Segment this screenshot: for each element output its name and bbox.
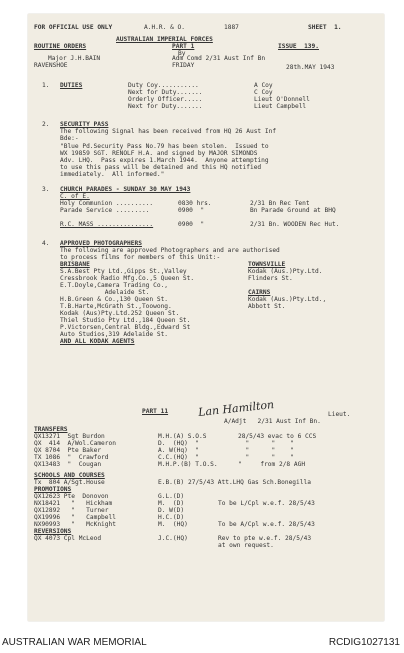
official-use-label: FOR OFFICIAL USE ONLY <box>34 24 113 31</box>
detail: " " " <box>238 447 294 454</box>
duty-name: Orderly Officer..... <box>128 96 203 103</box>
church-service: Parade Service ......... <box>60 207 150 214</box>
photographer-line: Adelaide St. <box>60 289 150 296</box>
photographer-line: Cressbrook Radio Mfg.Co.,5 Queen St. <box>60 275 195 282</box>
soldier: QX12623 Pte Donovon <box>34 493 109 500</box>
townsville-line: Flinders St. <box>248 275 293 282</box>
soldier: NX18421 " Hickham <box>34 500 113 507</box>
duties-title: DUTIES <box>60 82 83 89</box>
sheet-number: SHEET 1. <box>308 24 342 31</box>
security-line: to use this pass will be detained and this HQ notified <box>60 164 262 171</box>
photographer-line: Thiel Studio Pty Ltd.,184 Queen St. <box>60 317 191 324</box>
detail: 27/5/43 Att.LHQ Gas Sch.Bonegilla <box>188 479 311 486</box>
day-label: FRIDAY <box>172 62 195 69</box>
own-request: at own request. <box>218 542 274 549</box>
detail: " " " <box>238 454 294 461</box>
by-label: By <box>178 50 186 57</box>
commander-name: Major J.H.BAIN <box>48 55 101 62</box>
authority: E.B.(B) <box>158 479 185 486</box>
photo-intro: to process films for members of this Unit:- <box>60 254 221 261</box>
location-label: RAVENSHOE <box>34 62 68 69</box>
townsville-line: Kodak (Aus.)Pty.Ltd. <box>248 268 323 275</box>
church-place: Bn Parade Ground at BHQ <box>250 207 336 214</box>
part2-title: PART 11 <box>142 408 169 415</box>
rc-time: 0900 " <box>178 221 205 228</box>
authority: D. (HQ) " <box>158 440 199 447</box>
authority: A. W(Hq) " <box>158 447 199 454</box>
footer-source: AUSTRALIAN WAR MEMORIAL <box>2 637 147 648</box>
authority: C.C.(HQ) " <box>158 454 199 461</box>
soldier: QX13483 " Cougan <box>34 461 102 468</box>
duty-name: Next for Duty....... <box>128 89 203 96</box>
cairns-title: CAIRNS <box>248 289 271 296</box>
section-heading: SCHOOLS AND COURSES <box>34 472 105 479</box>
security-title: SECURITY PASS <box>60 121 109 128</box>
security-line: "Blue Pd.Security Pass No.79 has been stolen. Issued to <box>60 143 269 150</box>
duties-number: 1. <box>42 82 50 89</box>
duty-value: Lieut O'Donnell <box>254 96 310 103</box>
photographer-line: P.Victorsen,Central Bldg.,Edward St <box>60 324 191 331</box>
photographer-line: E.T.Doyle,Camera Trading Co., <box>60 282 169 289</box>
soldier: QX13271 Sgt Burdon <box>34 433 105 440</box>
photographer-line: S.A.Best Pty Ltd.,Gipps St.,Valley <box>60 268 187 275</box>
security-line: Adv. LHQ. Pass expires 1.March 1944. Anyone attempting <box>60 157 269 164</box>
detail: " " " <box>238 440 294 447</box>
duty-value: A Coy <box>254 82 273 89</box>
photo-title: APPROVED PHOTOGRAPHERS <box>60 240 142 247</box>
church-place: 2/31 Bn Rec Tent <box>250 200 310 207</box>
soldier: QX12892 " Turner <box>34 507 109 514</box>
detail: 28/5/43 evac to 6 CCS <box>238 433 317 440</box>
authority: M.H.P.(B) T.O.S. <box>158 461 218 468</box>
order-number: 1887 <box>224 24 239 31</box>
church-service: Holy Communion .......... <box>60 200 154 207</box>
rc-place: 2/31 Bn. WOODEN Rec Hut. <box>250 221 340 228</box>
authority: M.H.(A) S.O.S <box>158 433 207 440</box>
church-number: 3. <box>42 186 50 193</box>
soldier: QX 414 A/Wol.Cameron <box>34 440 116 447</box>
photo-number: 4. <box>42 240 50 247</box>
part-label: PART 1 <box>172 43 195 50</box>
signature-sub: A/Adjt 2/31 Aust Inf Bn. <box>224 418 321 425</box>
detail: To be A/Cpl w.e.f. 28/5/43 <box>218 521 315 528</box>
church-time: 0900 " <box>178 207 205 214</box>
authority: H.C.(D) <box>158 514 185 521</box>
duty-name: Next for Duty....... <box>128 103 203 110</box>
detail: " from 2/8 AGH <box>238 461 306 468</box>
church-time: 0830 hrs. <box>178 200 212 207</box>
authority: G.L.(D) <box>158 493 185 500</box>
soldier: Tx 804 A/Sgt.House <box>34 479 105 486</box>
soldier: TX 1086 " Crawford <box>34 454 109 461</box>
signature-rank: Lieut. <box>328 411 351 418</box>
church-coe: C. of E. <box>60 193 90 200</box>
section-heading: TRANSFERS <box>34 426 68 433</box>
photo-intro: The following are approved Photographers and are authorised <box>60 247 280 254</box>
document-page <box>28 14 384 621</box>
townsville-title: TOWNSVILLE <box>248 261 286 268</box>
photographer-line: T.B.Harte,McGrath St.,Toowong. <box>60 303 172 310</box>
security-number: 2. <box>42 121 50 128</box>
cairns-line: Kodak (Aus.)Pty.Ltd., <box>248 296 327 303</box>
duty-value: C Coy <box>254 89 273 96</box>
signature: Lan Hamilton <box>197 398 275 419</box>
security-line: WX 19859 SGT. RENOLF H.A. and signed by MAJOR SIMONDS <box>60 150 258 157</box>
rc-mass: R.C. MASS ............... <box>60 221 154 228</box>
soldier: QX19996 " Campbell <box>34 514 116 521</box>
detail: To be L/Cpl w.e.f. 28/5/43 <box>218 500 315 507</box>
authority: M. (HQ) <box>158 521 188 528</box>
photographer-line: AND ALL KODAK AGENTS <box>60 338 135 345</box>
soldier: QX 4073 Cpl McLeod <box>34 535 102 542</box>
photographer-line: H.B.Green & Co.,130 Queen St. <box>60 296 169 303</box>
soldier: NX90993 " McKnight <box>34 521 116 528</box>
authority: D. W(D) <box>158 507 185 514</box>
unit-title: AUSTRALIAN IMPERIAL FORCES <box>116 36 213 43</box>
soldier: QX 8704 Pte Baker <box>34 447 102 454</box>
ahrno-label: A.H.R. & O. <box>144 24 185 31</box>
brisbane-title: BRISBANE <box>60 261 90 268</box>
duty-name: Duty Coy........... <box>128 82 199 89</box>
section-heading: PROMOTIONS <box>34 486 72 493</box>
authority: J.C.(HQ) <box>158 535 188 542</box>
duty-value: Lieut Campbell <box>254 103 307 110</box>
cairns-line: Abbott St. <box>248 303 286 310</box>
section-heading: REVERSIONS <box>34 528 72 535</box>
security-line: Bde:- <box>60 135 79 142</box>
command-label: Adm Comd 2/31 Aust Inf Bn <box>172 55 266 62</box>
authority: M. (D) <box>158 500 185 507</box>
security-line: immediately. All informed." <box>60 171 165 178</box>
issue-number: ISSUE 139. <box>278 43 319 50</box>
security-line: The following Signal has been received from HQ 26 Aust Inf <box>60 128 277 135</box>
detail: Rev to pte w.e.f. 28/5/43 <box>218 535 312 542</box>
photographer-line: Kodak (Aus)Pty.Ltd.252 Queen St. <box>60 310 180 317</box>
routine-orders-title: ROUTINE ORDERS <box>34 43 87 50</box>
footer-record-id: RCDIG1027131 <box>328 637 400 648</box>
photographer-line: Auto Studios,319 Adelaide St. <box>60 331 169 338</box>
date-label: 28th.MAY 1943 <box>286 64 335 71</box>
church-title: CHURCH PARADES - SUNDAY 30 MAY 1943 <box>60 186 191 193</box>
